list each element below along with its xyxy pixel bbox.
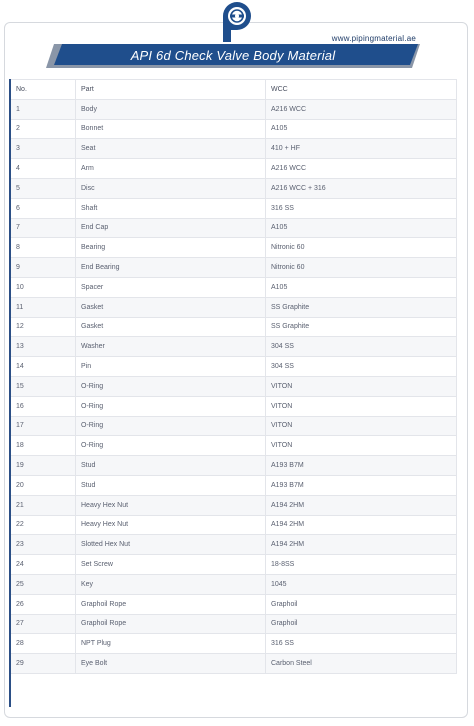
cell-no: 18: [11, 436, 76, 456]
cell-part: Pin: [76, 357, 266, 377]
cell-no: 22: [11, 515, 76, 535]
cell-no: 24: [11, 555, 76, 575]
cell-no: 7: [11, 218, 76, 238]
cell-part: Disc: [76, 178, 266, 198]
cell-part: Key: [76, 574, 266, 594]
cell-part: Stud: [76, 475, 266, 495]
table-row: [11, 614, 457, 634]
cell-wcc: VITON: [266, 376, 457, 396]
cell-part: Heavy Hex Nut: [76, 515, 266, 535]
table-row: [11, 515, 457, 535]
cell-wcc: A216 WCC: [266, 159, 457, 179]
table-row: [11, 277, 457, 297]
table-row: [11, 357, 457, 377]
cell-wcc: VITON: [266, 436, 457, 456]
cell-no: 11: [11, 297, 76, 317]
cell-no: 29: [11, 654, 76, 674]
cell-no: 28: [11, 634, 76, 654]
table-header-row: [11, 80, 457, 100]
cell-wcc: SS Graphite: [266, 317, 457, 337]
table-row: [11, 119, 457, 139]
cell-no: 6: [11, 198, 76, 218]
cell-no: 9: [11, 258, 76, 278]
cell-part: Body: [76, 99, 266, 119]
cell-no: 13: [11, 337, 76, 357]
cell-wcc: 316 SS: [266, 634, 457, 654]
cell-no: 23: [11, 535, 76, 555]
table-row: [11, 178, 457, 198]
column-header-no: No.: [11, 80, 76, 100]
cell-part: Bearing: [76, 238, 266, 258]
cell-wcc: A193 B7M: [266, 475, 457, 495]
page-title: API 6d Check Valve Body Material: [130, 48, 336, 63]
table-row: [11, 337, 457, 357]
cell-no: 17: [11, 416, 76, 436]
cell-part: Set Screw: [76, 555, 266, 575]
cell-wcc: A194 2HM: [266, 495, 457, 515]
cell-no: 12: [11, 317, 76, 337]
cell-no: 1: [11, 99, 76, 119]
cell-part: Shaft: [76, 198, 266, 218]
table-row: [11, 198, 457, 218]
material-table: [10, 79, 457, 674]
cell-wcc: 18-8SS: [266, 555, 457, 575]
cell-part: Arm: [76, 159, 266, 179]
cell-no: 4: [11, 159, 76, 179]
table-row: [11, 238, 457, 258]
cell-wcc: A105: [266, 119, 457, 139]
cell-part: Seat: [76, 139, 266, 159]
table-accent-bar: [9, 79, 11, 707]
cell-no: 10: [11, 277, 76, 297]
cell-no: 21: [11, 495, 76, 515]
table-row: [11, 297, 457, 317]
column-header-part: Part: [76, 80, 266, 100]
table-row: [11, 99, 457, 119]
table-row: [11, 574, 457, 594]
cell-part: Slotted Hex Nut: [76, 535, 266, 555]
cell-wcc: VITON: [266, 416, 457, 436]
cell-no: 5: [11, 178, 76, 198]
cell-part: O-Ring: [76, 396, 266, 416]
cell-part: NPT Plug: [76, 634, 266, 654]
table-row: [11, 535, 457, 555]
cell-part: O-Ring: [76, 376, 266, 396]
cell-no: 20: [11, 475, 76, 495]
table-row: [11, 218, 457, 238]
cell-no: 8: [11, 238, 76, 258]
table-row: [11, 654, 457, 674]
table-row: [11, 317, 457, 337]
cell-part: End Cap: [76, 218, 266, 238]
table-row: [11, 456, 457, 476]
table-row: [11, 376, 457, 396]
cell-part: Washer: [76, 337, 266, 357]
cell-wcc: 1045: [266, 574, 457, 594]
table-row: [11, 139, 457, 159]
cell-no: 26: [11, 594, 76, 614]
table-row: [11, 159, 457, 179]
cell-no: 16: [11, 396, 76, 416]
title-banner: [46, 44, 420, 68]
table-row: [11, 396, 457, 416]
cell-wcc: Nitronic 60: [266, 238, 457, 258]
cell-wcc: A216 WCC: [266, 99, 457, 119]
cell-no: 25: [11, 574, 76, 594]
cell-part: Bonnet: [76, 119, 266, 139]
table-row: [11, 495, 457, 515]
cell-part: Eye Bolt: [76, 654, 266, 674]
column-header-wcc: WCC: [266, 80, 457, 100]
cell-no: 2: [11, 119, 76, 139]
table-row: [11, 634, 457, 654]
cell-part: Heavy Hex Nut: [76, 495, 266, 515]
cell-wcc: VITON: [266, 396, 457, 416]
table-row: [11, 594, 457, 614]
website-url: www.pipingmaterial.ae: [331, 34, 416, 43]
cell-wcc: 410 + HF: [266, 139, 457, 159]
cell-part: Graphoil Rope: [76, 614, 266, 634]
cell-wcc: Carbon Steel: [266, 654, 457, 674]
cell-part: Stud: [76, 456, 266, 476]
cell-wcc: Graphoil: [266, 594, 457, 614]
cell-wcc: 304 SS: [266, 357, 457, 377]
cell-no: 27: [11, 614, 76, 634]
cell-wcc: Nitronic 60: [266, 258, 457, 278]
cell-wcc: A105: [266, 277, 457, 297]
cell-no: 3: [11, 139, 76, 159]
cell-wcc: SS Graphite: [266, 297, 457, 317]
cell-wcc: 304 SS: [266, 337, 457, 357]
cell-wcc: A105: [266, 218, 457, 238]
cell-part: Graphoil Rope: [76, 594, 266, 614]
cell-part: Spacer: [76, 277, 266, 297]
cell-part: O-Ring: [76, 436, 266, 456]
cell-wcc: A193 B7M: [266, 456, 457, 476]
table-row: [11, 416, 457, 436]
table-row: [11, 475, 457, 495]
cell-no: 14: [11, 357, 76, 377]
cell-part: O-Ring: [76, 416, 266, 436]
table-row: [11, 555, 457, 575]
table-row: [11, 436, 457, 456]
cell-part: Gasket: [76, 317, 266, 337]
cell-part: End Bearing: [76, 258, 266, 278]
cell-wcc: Graphoil: [266, 614, 457, 634]
cell-part: Gasket: [76, 297, 266, 317]
cell-no: 19: [11, 456, 76, 476]
cell-wcc: A194 2HM: [266, 535, 457, 555]
company-logo: [218, 2, 256, 42]
material-table-container: [10, 79, 456, 674]
table-row: [11, 258, 457, 278]
cell-wcc: A216 WCC + 316: [266, 178, 457, 198]
cell-wcc: A194 2HM: [266, 515, 457, 535]
cell-no: 15: [11, 376, 76, 396]
cell-wcc: 316 SS: [266, 198, 457, 218]
